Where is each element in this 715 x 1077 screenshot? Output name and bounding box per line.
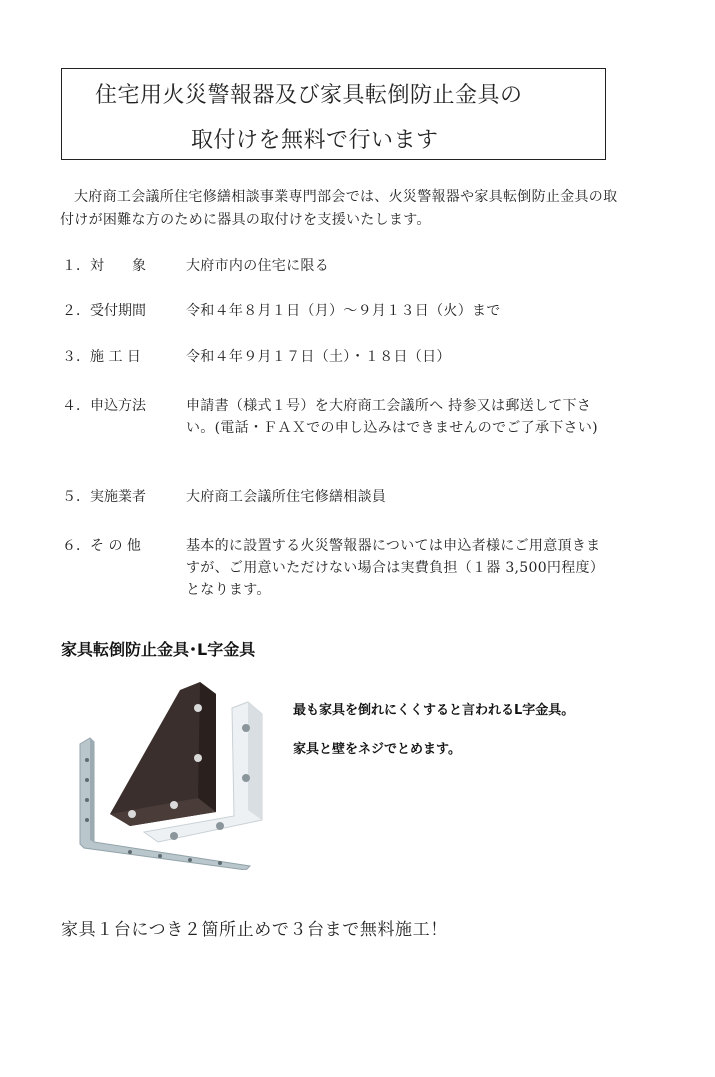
dark-bracket-image	[110, 682, 216, 826]
footer-note: 家具１台につき２箇所止めで３台まで無料施工！	[61, 920, 448, 940]
intro-paragraph: 大府商工会議所住宅修繕相談事業専門部会では、火災警報器や家具転倒防止金具の取付けが困難な方のために器具の取付けを支援いたします。	[60, 189, 618, 228]
bracket-description-2: 家具と壁をネジでとめます。	[293, 742, 461, 757]
item-value: 令和４年９月１７日（土）・１８日（日）	[186, 349, 451, 365]
item-label: ３．施 工 日	[62, 349, 141, 365]
title-line-1: 住宅用火災警報器及び家具転倒防止金具の	[95, 83, 523, 108]
section-heading: 家具転倒防止金具･L字金具	[61, 640, 256, 659]
item-label: ５．実施業者	[62, 489, 146, 505]
item-label: １．対 象	[62, 258, 146, 274]
item-label: ４．申込方法	[62, 398, 146, 414]
item-value: 大府市内の住宅に限る	[186, 258, 329, 274]
item-value: 基本的に設置する火災警報器については申込者様にご用意頂きますが、ご用意いただけない場合は実費負担（１器 3,500円程度）となります。	[186, 538, 605, 598]
l-bracket-illustration	[70, 680, 270, 870]
item-value: 申請書（様式１号）を大府商工会議所へ 持参又は郵送して下さい。(電話・ＦＡＸでの申し込みはできませんのでご了承下さい)	[186, 398, 598, 436]
title-line-2: 取付けを無料で行います	[191, 128, 439, 153]
item-label: ６．そ の 他	[62, 538, 141, 554]
item-label: ２．受付期間	[62, 303, 146, 319]
title-box	[61, 68, 606, 160]
bracket-description-1: 最も家具を倒れにくくすると言われるL字金具。	[293, 703, 575, 718]
item-value: 大府商工会議所住宅修繕相談員	[186, 489, 387, 505]
item-value: 令和４年８月１日（月）～９月１３日（火）まで	[186, 303, 501, 319]
